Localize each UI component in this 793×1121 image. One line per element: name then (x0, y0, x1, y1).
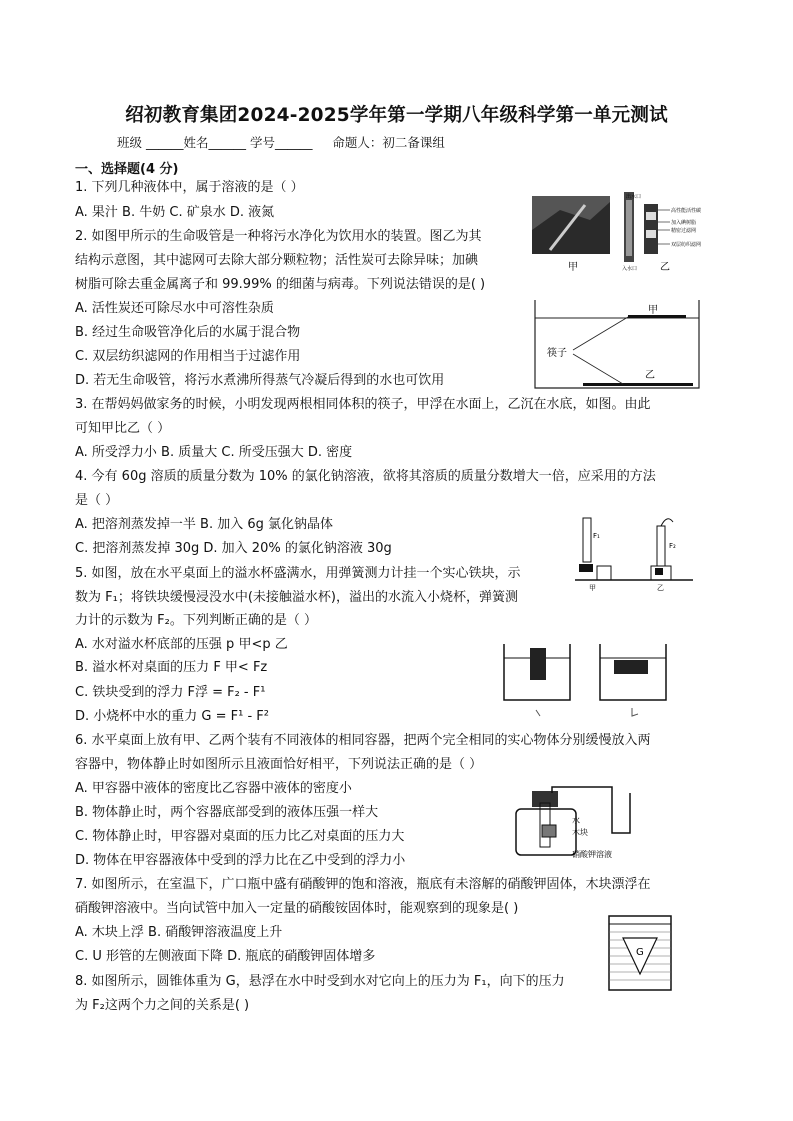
q2-option-a: A. 活性炭还可除尽水中可溶性杂质 (75, 301, 274, 316)
label-inlet: 入水口 (622, 266, 638, 272)
label-fine-filter: 精密过滤网 (671, 228, 697, 234)
q3-figure (533, 298, 703, 393)
stopper (532, 791, 558, 807)
q2-option-b: B. 经过生命吸管净化后的水属于混合物 (75, 325, 301, 340)
fig-caption-yi: 乙 (660, 262, 670, 273)
q3-stem-line2: 可知甲比乙（ ） (75, 421, 171, 436)
label-solution: 硝酸钾溶液 (572, 850, 612, 859)
q3-options: A. 所受浮力小 B. 质量大 C. 所受压强大 D. 密度 (75, 445, 353, 460)
q5-option-a: A. 水对溢水杯底部的压强 p 甲<p 乙 (75, 637, 288, 652)
q4-options-cd: C. 把溶剂蒸发掉 30g D. 加入 20% 的氯化钠溶液 30g (75, 541, 392, 556)
q6-stem-line2: 容器中，物体静止时如图所示且液面恰好相平，下列说法正确的是（ ） (75, 757, 483, 772)
exam-title: 绍初教育集团2024-2025学年第一学期八年级科学第一单元测试 (125, 105, 668, 126)
label-activated-carbon: 高性能活性碳 (671, 208, 702, 214)
label-jia: 甲 (589, 584, 596, 592)
q5-option-b: B. 溢水杯对桌面的压力 F 甲< Fz (75, 660, 268, 675)
q7-stem-line2: 硝酸钾溶液中。当向试管中加入一定量的硝酸铵固体时，能观察到的现象是( ) (75, 901, 519, 916)
label-yi: 乙 (645, 370, 655, 381)
q2-figure (530, 190, 720, 290)
q5-stem-line1: 5. 如图，放在水平桌面上的溢水杯盛满水，用弹簧测力计挂一个实心铁块，示 (75, 566, 521, 581)
q2-stem-line3: 树脂可除去重金属离子和 99.99% 的细菌与病毒。下列说法错误的是( ) (75, 277, 486, 292)
q5-stem-line2: 数为 F₁；将铁块缓慢浸没水中(未接触溢水杯)，溢出的水流入小烧杯，弹簧测 (75, 590, 518, 605)
q7-options-cd: C. U 形管的左侧液面下降 D. 瓶底的硝酸钾固体增多 (75, 949, 376, 964)
block-in-yi (614, 660, 648, 674)
fig-caption-jia: 甲 (568, 262, 578, 273)
q2-stem-line1: 2. 如图甲所示的生命吸管是一种将污水净化为饮用水的装置。图乙为其 (75, 229, 482, 244)
label-outlet: 出水口 (626, 194, 642, 200)
q6-option-d: D. 物体在甲容器液体中受到的浮力比在乙中受到的浮力小 (75, 853, 406, 868)
q2-option-c: C. 双层纺织滤网的作用相当于过滤作用 (75, 349, 301, 364)
label-block: 木块 (572, 828, 588, 837)
q4-options-ab: A. 把溶剂蒸发掉一半 B. 加入 6g 氯化钠晶体 (75, 517, 334, 532)
q8-stem-line2: 为 F₂这两个力之间的关系是( ) (75, 998, 250, 1013)
q7-stem-line1: 7. 如图所示，在室温下，广口瓶中盛有硝酸钾的饱和溶液，瓶底有未溶解的硝酸钾固体，木块漂浮在 (75, 877, 651, 892)
iron-block-yi (655, 568, 663, 575)
q6-figure (500, 640, 680, 720)
q1-options: A. 果汁 B. 牛奶 C. 矿泉水 D. 液氮 (75, 205, 275, 220)
iron-block-jia (579, 564, 593, 572)
label-f1: F₁ (593, 532, 600, 540)
label-chopsticks: 筷子 (547, 348, 567, 359)
u-tube (552, 787, 630, 833)
q4-stem-line2: 是（ ） (75, 493, 119, 508)
q6-stem-line1: 6. 水平桌面上放有甲、乙两个装有不同液体的相同容器，把两个完全相同的实心物体分别缓慢放入两 (75, 733, 651, 748)
q6-option-b: B. 物体静止时，两个容器底部受到的液体压强一样大 (75, 805, 379, 820)
label-jia: 甲 (648, 305, 658, 316)
label-g: G (636, 947, 644, 958)
section-heading: 一、选择题(4 分) (75, 162, 179, 177)
label-f2: F₂ (669, 542, 676, 550)
q5-option-d: D. 小烧杯中水的重力 G = F¹ - F² (75, 709, 269, 724)
q7-figure (512, 783, 672, 863)
chopstick-yi (583, 383, 693, 386)
spring-scale-yi (657, 526, 665, 566)
block-in-jia (530, 648, 546, 680)
water-container (535, 300, 699, 388)
q5-figure (575, 512, 695, 592)
q6-option-c: C. 物体静止时，甲容器对桌面的压力比乙对桌面的压力大 (75, 829, 405, 844)
q5-option-c: C. 铁块受到的浮力 F浮 = F₂ - F¹ (75, 685, 266, 700)
q2-option-d: D. 若无生命吸管，将污水煮沸所得蒸气冷凝后得到的水也可饮用 (75, 373, 445, 388)
label-water: 水 (572, 816, 580, 825)
q4-stem-line1: 4. 今有 60g 溶质的质量分数为 10% 的氯化钠溶液，欲将其溶质的质量分数增大一倍，应采用的方法 (75, 469, 656, 484)
q7-options-ab: A. 木块上浮 B. 硝酸钾溶液温度上升 (75, 925, 283, 940)
label-double-filter: 双层纺织滤网 (671, 242, 702, 248)
q8-figure (607, 912, 675, 992)
overflow-cup-jia (597, 566, 611, 580)
label-iodine-resin: 加入碘树脂 (671, 220, 697, 226)
q5-stem-line3: 力计的示数为 F₂。下列判断正确的是（ ） (75, 613, 317, 628)
straw-structure-diagram (644, 204, 658, 254)
wooden-block (542, 825, 556, 837)
q8-stem-line1: 8. 如图所示，圆锥体重为 G，悬浮在水中时受到水对它向上的压力为 F₁，向下的压力 (75, 974, 565, 989)
label-yi: 乙 (657, 584, 664, 592)
q2-stem-line2: 结构示意图，其中滤网可去除大部分颗粒物；活性炭可去除异味；加碘 (75, 253, 479, 268)
student-info-line: 班级 ______姓名______ 学号______ 命题人：初二备课组 (117, 135, 445, 150)
q3-stem-line1: 3. 在帮妈妈做家务的时候，小明发现两根相同体积的筷子，甲浮在水面上，乙沉在水底，如图。由此 (75, 397, 651, 412)
q6-option-a: A. 甲容器中液体的密度比乙容器中液体的密度小 (75, 781, 352, 796)
q1-stem: 1. 下列几种液体中，属于溶液的是（ ） (75, 180, 304, 195)
spring-scale-jia (583, 518, 591, 562)
